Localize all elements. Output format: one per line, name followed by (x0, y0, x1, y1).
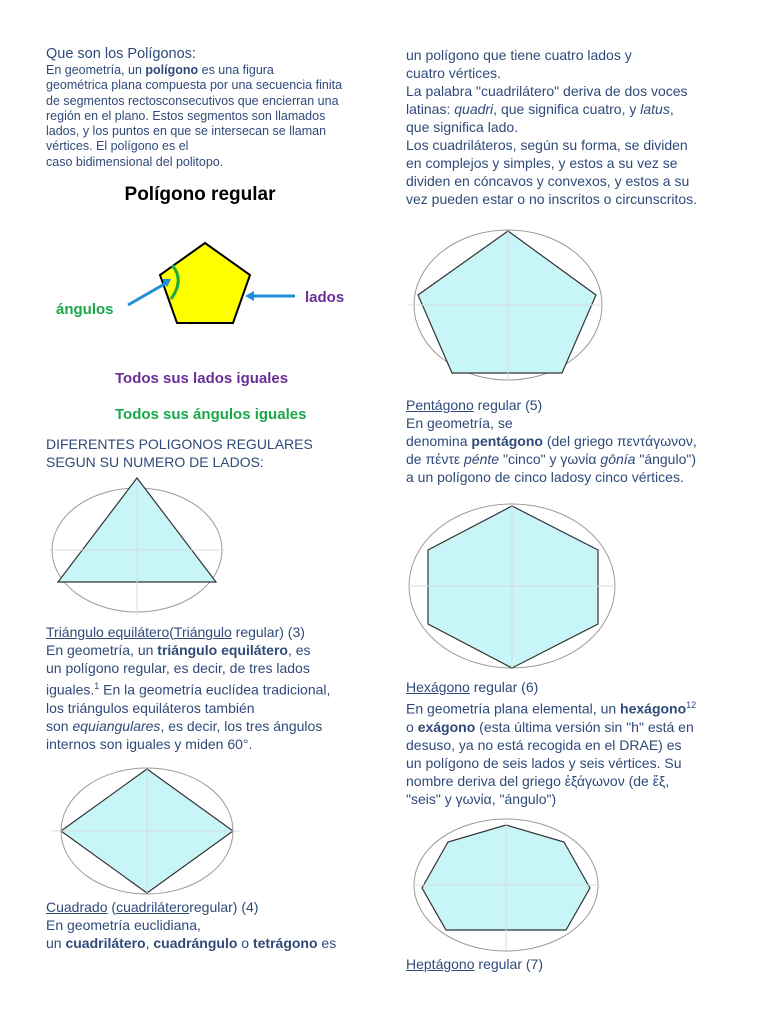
link-heptagon[interactable]: Heptágono (406, 956, 475, 972)
link-square[interactable]: Cuadrado (46, 899, 108, 915)
square-description: Cuadrado (cuadriláteroregular) (4) En geometría euclidiana, un cuadrilátero, cuadrángulo o tetrágono es (46, 899, 337, 951)
heptagon-caption: Heptágono regular (7) (406, 956, 543, 972)
intro-block (46, 45, 376, 170)
sides-label: lados (305, 289, 345, 306)
triangle-description: Triángulo equilátero(Triángulo regular) (3) En geometría, un triángulo equilátero, es un polígono regular, es decir, de tres lados iguales.$^1$ En la geometría euclídea tradicional, los triángulos equiláteros también son equiangulares, es decir, los tres ángulos internos son iguales y miden 60°. (46, 624, 331, 752)
yellow-pentagon (160, 243, 250, 323)
footnote-ref-hexagon[interactable]: 12 (686, 700, 697, 710)
regular-polygon-illustration (40, 175, 370, 430)
pentagon-figure (404, 225, 604, 390)
link-pentagon[interactable]: Pentágono (406, 397, 474, 413)
intro-paragraph: En geometría, un polígono es una figura geométrica plana compuesta por una secuencia finita de segmentos rectosconsecutivos que encierran una región en el plano. Estos segmentos son llamados lados, y los puntos en que se intersecan se llaman vértices. El polígono es el caso bidimensional del politopo. (46, 63, 343, 169)
illustration-title: Polígono regular (124, 184, 276, 205)
equal-angles-caption: Todos sus ángulos iguales (115, 406, 307, 423)
section-heading: DIFERENTES POLIGONOS REGULARES SEGUN SU NUMERO DE LADOS: (46, 436, 313, 470)
hexagon-figure (404, 498, 619, 678)
hexagon-shape (428, 506, 598, 668)
square-figure (44, 765, 244, 900)
sides-arrowhead (245, 291, 254, 301)
link-triangle[interactable]: Triángulo (173, 624, 232, 640)
triangle-figure (44, 470, 244, 620)
quadrilateral-continuation: un polígono que tiene cuatro lados y cuatro vértices. La palabra "cuadrilátero" deriva de dos voces latinas: quadri, que significa cuatro, y latus, que significa lado. Los cuadriláteros, según su forma, se dividen en complejos y simples, y estos a su vez se dividen en cóncavos y convexos, y estos a su vez pueden estar o no inscritos o circunscritos. (406, 47, 698, 207)
link-quadrilateral[interactable]: cuadrilátero (116, 899, 190, 915)
equal-sides-caption: Todos sus lados iguales (115, 370, 289, 387)
angles-label: ángulos (56, 301, 114, 318)
angles-arrow (128, 282, 168, 305)
pentagon-description: Pentágono regular (5) En geometría, se denomina pentágono (del griego πεντάγωνον, de πέντε pénte "cinco" y γωνία gōnía "ángulo") a un polígono de cinco ladosy cinco vértices. (406, 397, 697, 485)
pentagon-shape (418, 231, 596, 373)
footnote-ref[interactable]: 1 (94, 681, 100, 691)
link-hexagon[interactable]: Hexágono (406, 679, 470, 695)
heptagon-figure (404, 812, 604, 952)
intro-heading: Que son los Polígonos: (46, 46, 196, 62)
hexagon-description: Hexágono regular (6) En geometría plana elemental, un hexágono$^{12}$ o exágono (esta última versión sin "h" está en desuso, ya no está recogida en el DRAE) es un polígono de seis lados y seis vértices. Su nombre deriva del griego ἑξάγωνον (de ἕξ, "seis" y γωνία, "ángulo") (406, 679, 697, 807)
link-equilateral-triangle[interactable]: Triángulo equilátero (46, 624, 170, 640)
